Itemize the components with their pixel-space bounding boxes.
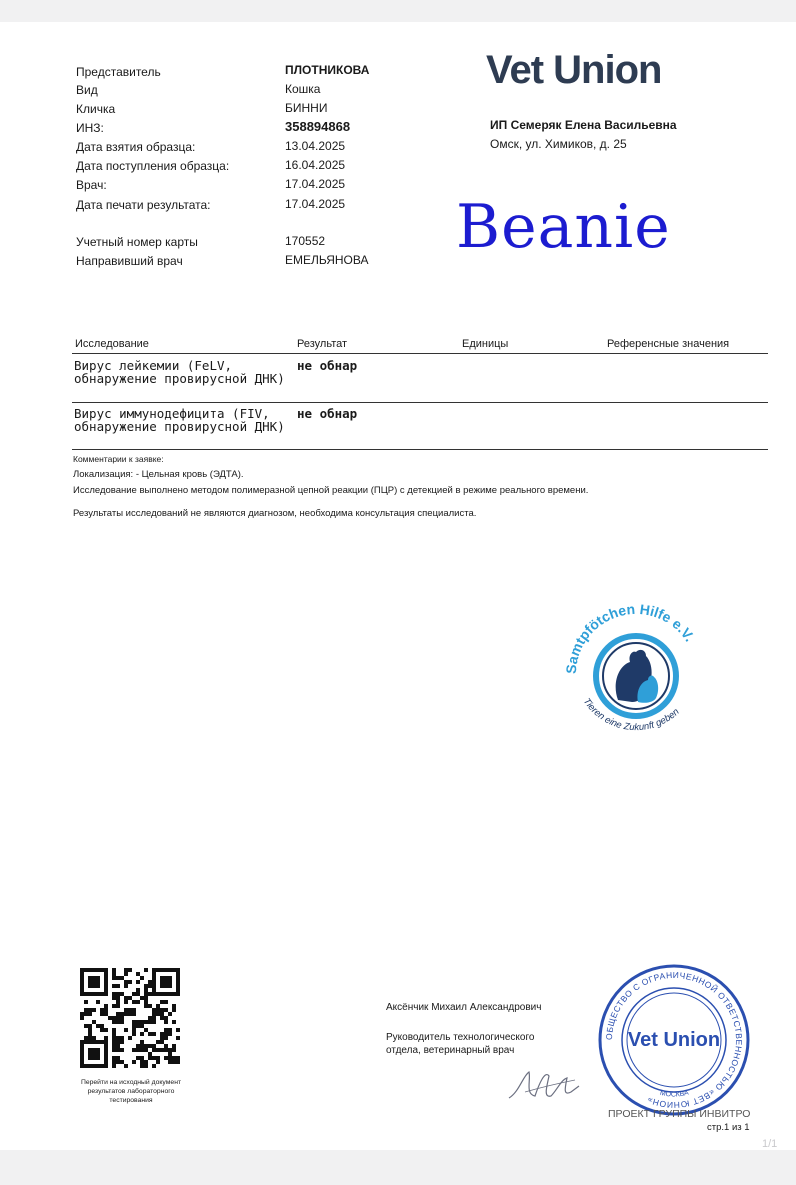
table-rule	[72, 449, 768, 450]
watermark-bottom-text: Tieren eine Zukunft geben	[580, 696, 682, 734]
lab-address: Омск, ул. Химиков, д. 25	[490, 137, 627, 151]
comments-title: Комментарии к заявке:	[73, 454, 164, 464]
field-label: Учетный номер карты	[76, 235, 198, 249]
field-value: 13.04.2025	[285, 139, 346, 153]
col-header-test: Исследование	[75, 338, 149, 350]
viewer-page-indicator: 1/1	[762, 1138, 778, 1150]
signatory-title-1: Руководитель технологического	[386, 1032, 535, 1043]
col-header-reference: Референсные значения	[607, 338, 730, 350]
field-label: Кличка	[76, 102, 116, 116]
qr-code-icon	[80, 968, 180, 1068]
field-value: 358894868	[285, 119, 351, 134]
signatory-title-2: отдела, ветеринарный врач	[386, 1045, 515, 1056]
stamp-seal-icon	[596, 962, 752, 1118]
svg-text:МОСКВА	[659, 1089, 690, 1098]
document-page	[0, 22, 796, 1150]
test-name: Вирус иммунодефицита (FIV, обнаружение провирусной ДНК)	[74, 406, 285, 434]
watermark-top-text: Samtpfötchen Hilfe e.V.	[562, 600, 699, 675]
table-rule	[72, 353, 768, 354]
stamp-ring-text: ОБЩЕСТВО С ОГРАНИЧЕННОЙ ОТВЕТСТВЕННОСТЬЮ «ВЕТ ЮНИОН»	[603, 969, 745, 1111]
field-value: 170552	[285, 234, 326, 248]
paw-charity-icon	[556, 592, 716, 752]
field-value: 17.04.2025	[285, 197, 346, 211]
field-label: Дата взятия образца:	[76, 140, 196, 154]
col-header-result: Результат	[297, 338, 348, 350]
field-label: Дата печати результата:	[76, 198, 211, 212]
page-number: стр.1 из 1	[707, 1122, 750, 1133]
field-label: Направивший врач	[76, 254, 183, 268]
lab-org-name: ИП Семеряк Елена Васильевна	[490, 118, 677, 132]
col-header-units: Единицы	[462, 338, 509, 350]
pet-name-overlay: Beanie	[456, 192, 671, 262]
field-label: Вид	[76, 83, 98, 97]
qr-caption: Перейти на исходный документ результатов лабораторного тестирования	[80, 1079, 182, 1104]
field-value: ПЛОТНИКОВА	[285, 63, 370, 77]
field-value: БИННИ	[285, 101, 328, 115]
test-result: не обнар	[297, 406, 358, 421]
vet-union-logo: Vet Union	[486, 48, 662, 92]
field-label: Дата поступления образца:	[76, 159, 230, 173]
table-rule	[72, 402, 768, 403]
stamp-city-text: МОСКВА	[659, 1089, 690, 1099]
handwritten-signature	[505, 1062, 585, 1113]
watermark-logo	[556, 592, 716, 752]
field-value: Кошка	[285, 82, 321, 96]
test-name: Вирус лейкемии (FeLV, обнаружение провирусной ДНК)	[74, 358, 285, 386]
test-result: не обнар	[297, 358, 358, 373]
field-value: 16.04.2025	[285, 158, 346, 172]
field-label: Представитель	[76, 65, 161, 79]
comments-method: Исследование выполнено методом полимеразной цепной реакции (ПЦР) с детекцией в режиме реального времени.	[73, 485, 589, 496]
field-value: ЕМЕЛЬЯНОВА	[285, 253, 369, 267]
project-note: ПРОЕКТ ГРУППЫ ИНВИТРО	[608, 1108, 751, 1120]
comments-localization: Локализация: - Цельная кровь (ЭДТА).	[73, 469, 244, 480]
stamp-center-text: Vet Union	[627, 1029, 721, 1051]
signatory-name: Аксёнчик Михаил Александрович	[386, 1002, 542, 1013]
field-label: ИНЗ:	[76, 121, 104, 135]
field-value: 17.04.2025	[285, 177, 346, 191]
official-stamp	[596, 962, 752, 1118]
field-label: Врач:	[76, 178, 107, 192]
comments-disclaimer: Результаты исследований не являются диагнозом, необходима консультация специалиста.	[73, 508, 477, 519]
qr-code[interactable]	[80, 968, 180, 1068]
